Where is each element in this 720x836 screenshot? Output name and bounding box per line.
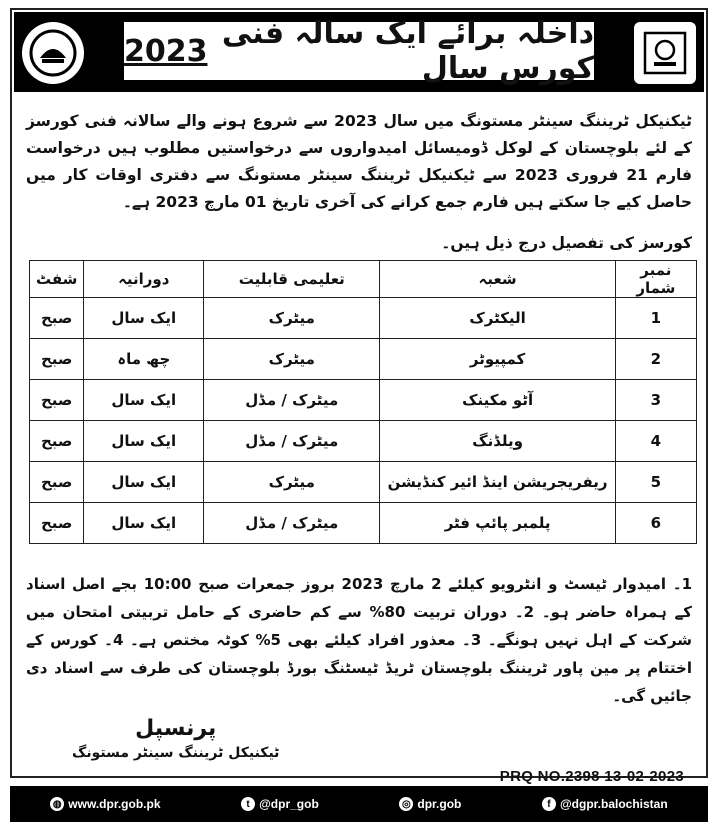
cell-serial: 1	[615, 298, 696, 339]
emblem-right-icon	[634, 22, 696, 84]
cell-trade: ویلڈنگ	[380, 421, 615, 462]
cell-trade: الیکٹرک	[380, 298, 615, 339]
cell-qualification: میٹرک	[204, 462, 380, 503]
cell-duration: ایک سال	[84, 380, 204, 421]
footer-website[interactable]	[50, 797, 160, 811]
cell-duration: چھ ماہ	[84, 339, 204, 380]
emblem-left-icon	[22, 22, 84, 84]
signature-block	[72, 716, 279, 761]
title-year: 2023	[124, 33, 208, 69]
cell-serial: 5	[615, 462, 696, 503]
cell-serial: 4	[615, 421, 696, 462]
cell-serial: 3	[615, 380, 696, 421]
cell-trade: کمپیوٹر	[380, 339, 615, 380]
cell-serial: 2	[615, 339, 696, 380]
footer-bar	[10, 786, 708, 822]
cell-qualification: میٹرک / مڈل	[204, 503, 380, 544]
table-row	[30, 503, 697, 544]
title-prefix: داخلہ برائے ایک سالہ فنی کورس سال	[221, 16, 594, 86]
page-title	[124, 16, 594, 86]
footer-website-text: www.dpr.gob.pk	[68, 797, 161, 811]
col-header-serial: نمبر شمار	[615, 261, 696, 298]
table-row	[30, 380, 697, 421]
cell-shift: صبح	[30, 380, 84, 421]
prq-number: PRQ NO.2398 13-02-2023	[499, 768, 684, 785]
notice-frame	[10, 8, 708, 785]
cell-qualification: میٹرک / مڈل	[204, 380, 380, 421]
cell-duration: ایک سال	[84, 503, 204, 544]
courses-intro-text: کورسز کی تفصیل درج ذیل ہیں۔	[441, 234, 692, 252]
cell-shift: صبح	[30, 298, 84, 339]
cell-serial: 6	[615, 503, 696, 544]
signatory-office: ٹیکنیکل ٹریننگ سینٹر مستونگ	[72, 745, 280, 761]
cell-duration: ایک سال	[84, 298, 204, 339]
cell-duration: ایک سال	[84, 421, 204, 462]
facebook-icon: f	[542, 797, 556, 811]
table-header-row	[30, 261, 697, 298]
col-header-qualification: تعلیمی قابلیت	[204, 261, 380, 298]
col-header-shift: شفٹ	[30, 261, 84, 298]
instructions-notes: 1۔ امیدوار ٹیسٹ و انٹرویو کیلئے 2 مارچ 2023 بروز جمعرات صبح 10:00 بجے اصل اسناد کے ہمراہ حاضر ہو۔ 2۔ دوران تربیت 80% سے کم حاضری کے حامل تربیتی امتحان میں شرکت کے اہل نہیں ہونگے۔ 3۔ معذور افراد کیلئے بھی 5% کوٹہ مختص ہے۔ 4۔ کورس کے اختتام پر مین پاور ٹریننگ بلوچستان ٹریڈ ٹیسٹنگ بورڈ بلوچستان کی طرف سے اسناد دی جائیں گی۔	[26, 575, 693, 705]
footer-facebook-text: @dgpr.balochistan	[559, 797, 668, 811]
signatory-title: پرنسپل	[135, 716, 217, 741]
globe-icon: ◍	[50, 797, 64, 811]
table-row	[30, 339, 697, 380]
cell-shift: صبح	[30, 462, 84, 503]
footer-instagram[interactable]	[399, 797, 461, 811]
table-row	[30, 298, 697, 339]
cell-shift: صبح	[30, 421, 84, 462]
cell-duration: ایک سال	[84, 462, 204, 503]
instagram-icon: ◎	[399, 797, 413, 811]
cell-shift: صبح	[30, 339, 84, 380]
notice-header	[14, 12, 704, 92]
col-header-duration: دورانیہ	[84, 261, 204, 298]
footer-instagram-text: dpr.gob	[417, 797, 462, 811]
cell-qualification: میٹرک	[204, 298, 380, 339]
cell-qualification: میٹرک / مڈل	[204, 421, 380, 462]
cell-trade: ریفریجریشن اینڈ ائیر کنڈیشن	[380, 462, 615, 503]
table-row	[30, 421, 697, 462]
footer-twitter-text: @dpr_gob	[259, 797, 319, 811]
intro-paragraph: ٹیکنیکل ٹریننگ سینٹر مستونگ میں سال 2023 سے شروع ہونے والے سالانہ فنی کورسز کے لئے بلوچستان کے لوکل ڈومیسائل امیدواروں سے درخواستیں مطلوب ہیں درخواست فارم 21 فروری 2023 سے ٹیکنیکل ٹریننگ سینٹر مستونگ سے دفتری اوقات کار میں حاصل کیے جا سکتے ہیں فارم جمع کرانے کی آخری تاریخ 01 مارچ 2023 ہے۔	[26, 112, 692, 211]
cell-shift: صبح	[30, 503, 84, 544]
cell-trade: پلمبر پائپ فٹر	[380, 503, 615, 544]
courses-table	[29, 260, 697, 544]
cell-qualification: میٹرک	[204, 339, 380, 380]
footer-facebook[interactable]	[542, 797, 668, 811]
cell-trade: آٹو مکینک	[380, 380, 615, 421]
twitter-icon: t	[241, 797, 255, 811]
footer-twitter[interactable]	[241, 797, 319, 811]
col-header-trade: شعبہ	[380, 261, 615, 298]
table-row	[30, 462, 697, 503]
